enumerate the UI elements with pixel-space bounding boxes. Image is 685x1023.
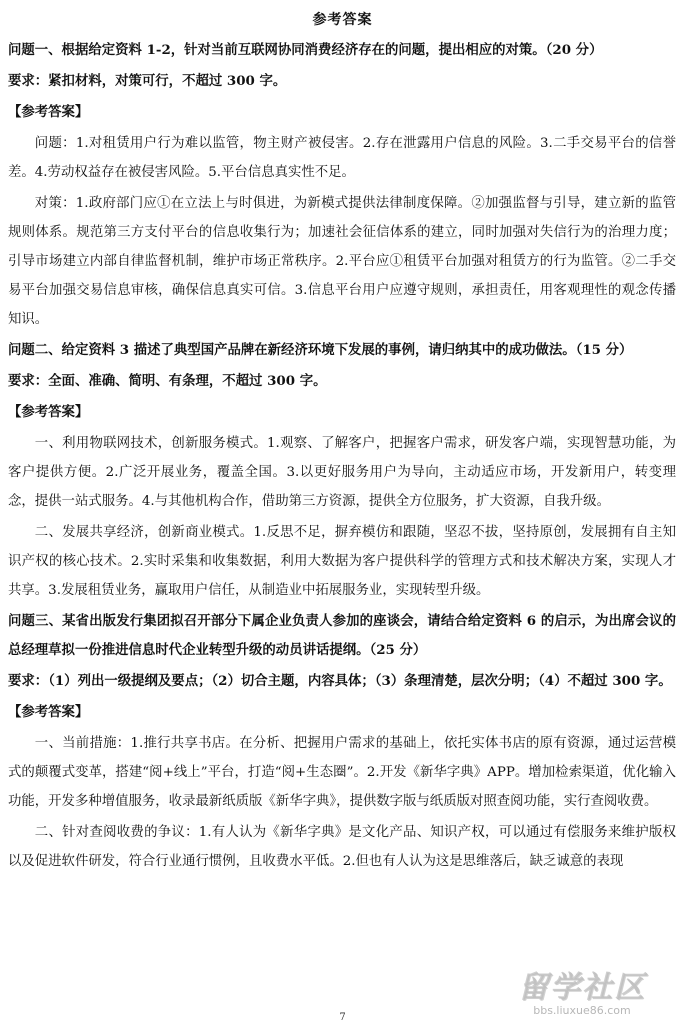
answer-paragraph: 一、当前措施：1.推行共享书店。在分析、把握用户需求的基础上，依托实体书店的原有资源，通过运营模式的颠覆式变革，搭建“阅+线上”平台，打造“阅+生态圈”。2.开发《新华字典》APP。增加检索渠道，优化输入功能，开发多种增值服务，收录最新纸质版《新华字典》，提供数字版与纸质版对照查阅功能，实行查阅收费。 [8, 736, 676, 809]
answer-heading: 【参考答案】 [8, 704, 89, 720]
requirement-text: 要求：紧扣材料，对策可行，不超过 300 字。 [8, 73, 287, 89]
watermark-url: bbs.liuxue86.com [533, 1004, 631, 1017]
page-number: 7 [339, 1012, 346, 1023]
document-body [8, 36, 676, 878]
question-heading: 问题三、某省出版发行集团拟召开部分下属企业负责人参加的座谈会，请结合给定资料 6 的启示，为出席会议的总经理草拟一份推进信息时代企业转型升级的动员讲话提纲。（25 分） [8, 613, 676, 658]
page-title: 参考答案 [312, 12, 373, 28]
answer-paragraph: 问题：1.对租赁用户行为难以监管，物主财产被侵害。2.存在泄露用户信息的风险。3.二手交易平台的信誉差。4.劳动权益存在被侵害风险。5.平台信息真实性不足。 [8, 136, 676, 180]
question-heading: 问题一、根据给定资料 1-2，针对当前互联网协同消费经济存在的问题，提出相应的对策。（20 分） [8, 42, 603, 58]
watermark-logo: 留学社区 [518, 970, 646, 1005]
answer-paragraph: 二、针对查阅收费的争议：1.有人认为《新华字典》是文化产品、知识产权，可以通过有偿服务来维护版权以及促进软件研发，符合行业通行惯例，且收费水平低。2.但也有人认为这是思维落后，缺乏诚意的表现 [8, 825, 676, 869]
answer-paragraph: 二、发展共享经济，创新商业模式。1.反思不足，摒弃模仿和跟随，坚忍不拔，坚持原创，发展拥有自主知识产权的核心技术。2.实时采集和收集数据，利用大数据为客户提供科学的管理方式和技术解决方案，实现人才共享。3.发展租赁业务，赢取用户信任，从制造业中拓展服务业，实现转型升级。 [8, 525, 676, 598]
answer-heading: 【参考答案】 [8, 104, 89, 120]
requirement-text: 要求：（1）列出一级提纲及要点；（2）切合主题，内容具体；（3）条理清楚，层次分明；（4）不超过 300 字。 [8, 673, 672, 689]
requirement-text: 要求：全面、准确、简明、有条理，不超过 300 字。 [8, 373, 327, 389]
question-heading: 问题二、给定资料 3 描述了典型国产品牌在新经济环境下发展的事例，请归纳其中的成功做法。（15 分） [8, 342, 633, 358]
answer-paragraph: 对策：1.政府部门应①在立法上与时俱进，为新模式提供法律制度保障。②加强监督与引导，建立新的监管规则体系。规范第三方支付平台的信息收集行为；加速社会征信体系的建立，同时加强对失信行为的治理力度；引导市场建立内部自律监督机制，维护市场正常秩序。2.平台应①租赁平台加强对租赁方的行为监管。②二手交易平台加强交易信息审核，确保信息真实可信。3.信息平台用户应遵守规则，承担责任，用客观理性的观念传播知识。 [8, 196, 676, 327]
answer-heading: 【参考答案】 [8, 404, 89, 420]
answer-paragraph: 一、利用物联网技术，创新服务模式。1.观察、了解客户，把握客户需求，研发客户端，实现智慧功能，为客户提供方便。2.广泛开展业务，覆盖全国。3.以更好服务用户为导向，主动适应市场，开发新用户，转变理念，提供一站式服务。4.与其他机构合作，借助第三方资源，提供全方位服务，扩大资源，自我升级。 [8, 436, 676, 509]
